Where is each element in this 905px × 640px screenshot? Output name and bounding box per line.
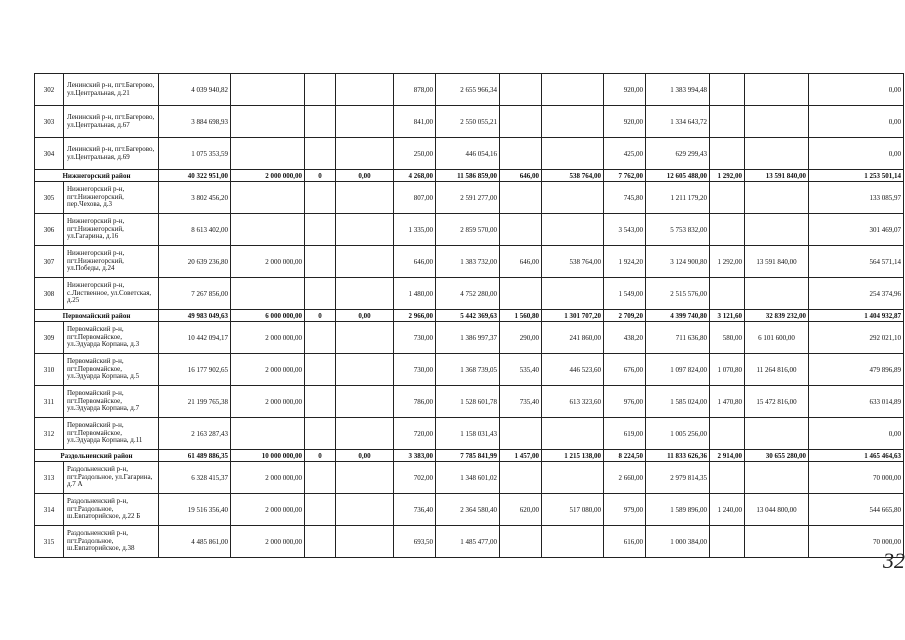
value-cell: 1 465 464,63 <box>809 450 904 462</box>
value-cell <box>710 278 745 310</box>
value-cell <box>305 418 336 450</box>
value-cell: 1 215 138,00 <box>542 450 604 462</box>
value-cell: 2 515 576,00 <box>646 278 710 310</box>
address-cell: Ленинский р-н, пгт.Багерово, ул.Центральная, д.21 <box>64 74 159 106</box>
address-cell: Первомайский р-н, пгт.Первомайское, ул.Эдуарда Корпана, д.3 <box>64 322 159 354</box>
value-cell: 16 177 902,65 <box>159 354 231 386</box>
value-cell: 3 121,60 <box>710 310 745 322</box>
value-cell: 6 101 600,00 <box>745 322 809 354</box>
value-cell: 1 386 997,37 <box>436 322 500 354</box>
value-cell <box>710 106 745 138</box>
value-cell <box>500 106 542 138</box>
value-cell: 3 543,00 <box>604 214 646 246</box>
value-cell <box>305 214 336 246</box>
value-cell: 1 457,00 <box>500 450 542 462</box>
value-cell <box>336 106 394 138</box>
value-cell: 1 404 932,87 <box>809 310 904 322</box>
value-cell <box>745 526 809 558</box>
row-number: 310 <box>35 354 64 386</box>
value-cell: 4 752 280,00 <box>436 278 500 310</box>
value-cell: 979,00 <box>604 494 646 526</box>
address-cell: Нижнегорский р-н, пгт.Нижнегорский, пер.Чехова, д.3 <box>64 182 159 214</box>
value-cell <box>542 74 604 106</box>
data-table <box>34 73 904 558</box>
value-cell: 1 383 732,00 <box>436 246 500 278</box>
value-cell: 0,00 <box>809 418 904 450</box>
value-cell <box>500 138 542 170</box>
value-cell: 12 605 488,00 <box>646 170 710 182</box>
value-cell <box>710 526 745 558</box>
value-cell: 292 021,10 <box>809 322 904 354</box>
value-cell <box>305 182 336 214</box>
value-cell: 629 299,43 <box>646 138 710 170</box>
value-cell: 70 000,00 <box>809 462 904 494</box>
value-cell: 2 000 000,00 <box>231 526 305 558</box>
district-total-row <box>35 450 904 462</box>
address-cell: Нижнегорский р-н, с.Лиственное, ул.Советская, д.25 <box>64 278 159 310</box>
value-cell: 2 000 000,00 <box>231 462 305 494</box>
value-cell: 446 054,16 <box>436 138 500 170</box>
value-cell: 1 549,00 <box>604 278 646 310</box>
address-cell: Раздольненский р-н, пгт.Раздольное, ул.Гагарина, д.7 А <box>64 462 159 494</box>
address-cell: Нижнегорский р-н, пгт.Нижнегорский, ул.Победы, д.24 <box>64 246 159 278</box>
value-cell: 1 585 024,00 <box>646 386 710 418</box>
table-row <box>35 214 904 246</box>
value-cell <box>745 182 809 214</box>
value-cell: 646,00 <box>500 246 542 278</box>
row-number: 311 <box>35 386 64 418</box>
value-cell <box>500 526 542 558</box>
value-cell: 0,00 <box>809 138 904 170</box>
value-cell <box>305 106 336 138</box>
value-cell <box>336 354 394 386</box>
value-cell: 446 523,60 <box>542 354 604 386</box>
value-cell: 613 323,60 <box>542 386 604 418</box>
value-cell <box>500 214 542 246</box>
row-number: 305 <box>35 182 64 214</box>
value-cell: 2 591 277,00 <box>436 182 500 214</box>
value-cell: 3 383,00 <box>394 450 436 462</box>
value-cell: 250,00 <box>394 138 436 170</box>
value-cell <box>542 526 604 558</box>
value-cell: 10 000 000,00 <box>231 450 305 462</box>
value-cell: 11 833 626,36 <box>646 450 710 462</box>
value-cell: 878,00 <box>394 74 436 106</box>
value-cell: 616,00 <box>604 526 646 558</box>
row-number: 314 <box>35 494 64 526</box>
value-cell <box>305 74 336 106</box>
value-cell: 3 124 900,80 <box>646 246 710 278</box>
value-cell <box>745 278 809 310</box>
value-cell: 1 470,80 <box>710 386 745 418</box>
value-cell: 2 550 055,21 <box>436 106 500 138</box>
value-cell: 1 335,00 <box>394 214 436 246</box>
row-number: 312 <box>35 418 64 450</box>
value-cell <box>305 494 336 526</box>
value-cell: 1 292,00 <box>710 246 745 278</box>
value-cell <box>542 278 604 310</box>
value-cell: 633 014,89 <box>809 386 904 418</box>
value-cell: 19 516 356,40 <box>159 494 231 526</box>
table-row <box>35 138 904 170</box>
value-cell: 2 655 966,34 <box>436 74 500 106</box>
table-row <box>35 278 904 310</box>
table-row <box>35 462 904 494</box>
value-cell: 2 163 287,43 <box>159 418 231 450</box>
value-cell: 693,50 <box>394 526 436 558</box>
table-row <box>35 74 904 106</box>
value-cell: 1 292,00 <box>710 170 745 182</box>
value-cell: 735,40 <box>500 386 542 418</box>
row-number: 307 <box>35 246 64 278</box>
address-cell: Первомайский р-н, пгт.Первомайское, ул.Эдуарда Корпана, д.11 <box>64 418 159 450</box>
row-number: 304 <box>35 138 64 170</box>
value-cell: 7 267 856,00 <box>159 278 231 310</box>
value-cell: 425,00 <box>604 138 646 170</box>
value-cell <box>305 138 336 170</box>
value-cell <box>336 214 394 246</box>
value-cell <box>305 278 336 310</box>
table-row <box>35 246 904 278</box>
value-cell: 745,80 <box>604 182 646 214</box>
value-cell: 1 240,00 <box>710 494 745 526</box>
value-cell: 1 924,20 <box>604 246 646 278</box>
value-cell <box>231 278 305 310</box>
value-cell: 13 591 840,00 <box>745 246 809 278</box>
value-cell: 1 301 707,20 <box>542 310 604 322</box>
value-cell: 676,00 <box>604 354 646 386</box>
value-cell <box>500 182 542 214</box>
value-cell: 61 489 886,35 <box>159 450 231 462</box>
value-cell: 517 080,00 <box>542 494 604 526</box>
value-cell: 1 485 477,00 <box>436 526 500 558</box>
value-cell <box>542 214 604 246</box>
value-cell <box>336 246 394 278</box>
value-cell: 0,00 <box>336 450 394 462</box>
value-cell <box>745 106 809 138</box>
value-cell: 241 860,00 <box>542 322 604 354</box>
address-cell: Раздольненский р-н, пгт.Раздольное, ш.Евпаторийское, д.38 <box>64 526 159 558</box>
row-number: 303 <box>35 106 64 138</box>
row-number: 315 <box>35 526 64 558</box>
value-cell <box>305 386 336 418</box>
value-cell: 1 348 601,02 <box>436 462 500 494</box>
value-cell: 0,00 <box>809 74 904 106</box>
value-cell: 1 075 353,59 <box>159 138 231 170</box>
row-number: 302 <box>35 74 64 106</box>
value-cell <box>305 526 336 558</box>
district-label: Нижнегорский район <box>35 170 159 182</box>
value-cell <box>710 418 745 450</box>
value-cell: 807,00 <box>394 182 436 214</box>
value-cell: 620,00 <box>500 494 542 526</box>
row-number: 308 <box>35 278 64 310</box>
value-cell: 2 709,20 <box>604 310 646 322</box>
value-cell: 841,00 <box>394 106 436 138</box>
value-cell: 1 070,80 <box>710 354 745 386</box>
value-cell <box>542 106 604 138</box>
address-cell: Ленинский р-н, пгт.Багерово, ул.Центральная, д.69 <box>64 138 159 170</box>
value-cell: 0,00 <box>336 310 394 322</box>
table-row <box>35 354 904 386</box>
value-cell: 2 000 000,00 <box>231 246 305 278</box>
value-cell: 619,00 <box>604 418 646 450</box>
value-cell: 13 591 840,00 <box>745 170 809 182</box>
district-label: Раздольненский район <box>35 450 159 462</box>
district-total-row <box>35 310 904 322</box>
value-cell: 1 253 501,14 <box>809 170 904 182</box>
value-cell <box>336 462 394 494</box>
value-cell <box>710 138 745 170</box>
value-cell <box>745 138 809 170</box>
value-cell: 730,00 <box>394 322 436 354</box>
value-cell: 564 571,14 <box>809 246 904 278</box>
table-row <box>35 526 904 558</box>
table-row <box>35 322 904 354</box>
value-cell: 2 000 000,00 <box>231 354 305 386</box>
table-row <box>35 494 904 526</box>
value-cell: 5 753 832,00 <box>646 214 710 246</box>
value-cell <box>336 322 394 354</box>
value-cell: 711 636,80 <box>646 322 710 354</box>
value-cell: 1 589 896,00 <box>646 494 710 526</box>
value-cell: 15 472 816,00 <box>745 386 809 418</box>
page-number: 32 <box>883 548 905 573</box>
value-cell: 7 762,00 <box>604 170 646 182</box>
value-cell: 1 368 739,05 <box>436 354 500 386</box>
value-cell <box>231 74 305 106</box>
value-cell: 133 085,97 <box>809 182 904 214</box>
value-cell: 32 839 232,00 <box>745 310 809 322</box>
value-cell: 40 322 951,00 <box>159 170 231 182</box>
value-cell: 1 334 643,72 <box>646 106 710 138</box>
value-cell <box>231 418 305 450</box>
value-cell: 2 859 570,00 <box>436 214 500 246</box>
value-cell: 0 <box>305 310 336 322</box>
value-cell <box>336 138 394 170</box>
value-cell: 1 383 994,48 <box>646 74 710 106</box>
table-body <box>35 74 904 558</box>
value-cell: 730,00 <box>394 354 436 386</box>
table-row <box>35 386 904 418</box>
value-cell: 4 399 740,80 <box>646 310 710 322</box>
value-cell <box>745 462 809 494</box>
value-cell <box>336 386 394 418</box>
value-cell: 920,00 <box>604 74 646 106</box>
value-cell <box>336 278 394 310</box>
table-row <box>35 182 904 214</box>
value-cell: 535,40 <box>500 354 542 386</box>
value-cell: 544 665,80 <box>809 494 904 526</box>
value-cell: 4 039 940,82 <box>159 74 231 106</box>
value-cell: 1 211 179,20 <box>646 182 710 214</box>
value-cell: 7 785 841,99 <box>436 450 500 462</box>
row-number: 306 <box>35 214 64 246</box>
value-cell: 2 660,00 <box>604 462 646 494</box>
district-total-row <box>35 170 904 182</box>
row-number: 309 <box>35 322 64 354</box>
value-cell: 4 485 861,00 <box>159 526 231 558</box>
value-cell: 1 158 031,43 <box>436 418 500 450</box>
value-cell: 786,00 <box>394 386 436 418</box>
value-cell <box>710 182 745 214</box>
value-cell: 702,00 <box>394 462 436 494</box>
value-cell: 1 560,80 <box>500 310 542 322</box>
value-cell <box>336 182 394 214</box>
value-cell <box>745 214 809 246</box>
value-cell: 2 000 000,00 <box>231 170 305 182</box>
value-cell: 538 764,00 <box>542 170 604 182</box>
value-cell: 438,20 <box>604 322 646 354</box>
value-cell: 720,00 <box>394 418 436 450</box>
value-cell <box>710 462 745 494</box>
value-cell: 8 224,50 <box>604 450 646 462</box>
value-cell: 2 000 000,00 <box>231 386 305 418</box>
value-cell: 1 005 256,00 <box>646 418 710 450</box>
value-cell: 2 364 580,40 <box>436 494 500 526</box>
value-cell <box>710 74 745 106</box>
value-cell: 2 966,00 <box>394 310 436 322</box>
value-cell <box>745 418 809 450</box>
value-cell: 1 097 824,00 <box>646 354 710 386</box>
value-cell: 70 000,00 <box>809 526 904 558</box>
value-cell: 254 374,96 <box>809 278 904 310</box>
value-cell: 49 983 049,63 <box>159 310 231 322</box>
value-cell: 30 655 280,00 <box>745 450 809 462</box>
value-cell: 301 469,07 <box>809 214 904 246</box>
value-cell: 5 442 369,63 <box>436 310 500 322</box>
value-cell: 3 802 456,20 <box>159 182 231 214</box>
address-cell: Первомайский р-н, пгт.Первомайское, ул.Эдуарда Корпана, д.5 <box>64 354 159 386</box>
value-cell <box>542 182 604 214</box>
address-cell: Раздольненский р-н, пгт.Раздольное, ш.Евпаторийское, д.22 Б <box>64 494 159 526</box>
value-cell: 646,00 <box>394 246 436 278</box>
address-cell: Ленинский р-н, пгт.Багерово, ул.Центральная, д.67 <box>64 106 159 138</box>
value-cell: 976,00 <box>604 386 646 418</box>
value-cell <box>745 74 809 106</box>
value-cell <box>336 526 394 558</box>
value-cell <box>542 138 604 170</box>
value-cell: 479 896,89 <box>809 354 904 386</box>
value-cell <box>305 462 336 494</box>
value-cell: 646,00 <box>500 170 542 182</box>
address-cell: Нижнегорский р-н, пгт.Нижнегорский, ул.Гагарина, д.16 <box>64 214 159 246</box>
value-cell <box>336 418 394 450</box>
value-cell: 3 884 698,93 <box>159 106 231 138</box>
value-cell: 1 480,00 <box>394 278 436 310</box>
value-cell: 0,00 <box>336 170 394 182</box>
value-cell: 20 639 236,80 <box>159 246 231 278</box>
value-cell <box>231 214 305 246</box>
value-cell: 0 <box>305 450 336 462</box>
value-cell <box>336 74 394 106</box>
value-cell: 11 264 816,00 <box>745 354 809 386</box>
value-cell: 6 328 415,37 <box>159 462 231 494</box>
value-cell: 10 442 094,17 <box>159 322 231 354</box>
value-cell <box>710 214 745 246</box>
value-cell: 538 764,00 <box>542 246 604 278</box>
value-cell <box>305 322 336 354</box>
value-cell: 1 528 601,78 <box>436 386 500 418</box>
district-label: Первомайский район <box>35 310 159 322</box>
row-number: 313 <box>35 462 64 494</box>
table-row <box>35 418 904 450</box>
value-cell <box>336 494 394 526</box>
value-cell: 0,00 <box>809 106 904 138</box>
value-cell: 13 044 800,00 <box>745 494 809 526</box>
value-cell: 1 000 384,00 <box>646 526 710 558</box>
value-cell: 2 000 000,00 <box>231 494 305 526</box>
value-cell <box>305 354 336 386</box>
value-cell: 6 000 000,00 <box>231 310 305 322</box>
value-cell <box>500 74 542 106</box>
value-cell: 920,00 <box>604 106 646 138</box>
value-cell <box>305 246 336 278</box>
address-cell: Первомайский р-н, пгт.Первомайское, ул.Эдуарда Корпана, д.7 <box>64 386 159 418</box>
value-cell <box>500 462 542 494</box>
value-cell: 2 000 000,00 <box>231 322 305 354</box>
value-cell: 580,00 <box>710 322 745 354</box>
value-cell <box>542 418 604 450</box>
value-cell: 290,00 <box>500 322 542 354</box>
value-cell <box>542 462 604 494</box>
value-cell <box>231 182 305 214</box>
table-row <box>35 106 904 138</box>
value-cell: 736,40 <box>394 494 436 526</box>
value-cell <box>500 418 542 450</box>
value-cell: 21 199 765,38 <box>159 386 231 418</box>
value-cell <box>500 278 542 310</box>
value-cell: 4 268,00 <box>394 170 436 182</box>
value-cell: 8 613 402,00 <box>159 214 231 246</box>
value-cell: 11 586 859,00 <box>436 170 500 182</box>
value-cell: 2 979 814,35 <box>646 462 710 494</box>
value-cell: 2 914,00 <box>710 450 745 462</box>
value-cell: 0 <box>305 170 336 182</box>
value-cell <box>231 138 305 170</box>
value-cell <box>231 106 305 138</box>
